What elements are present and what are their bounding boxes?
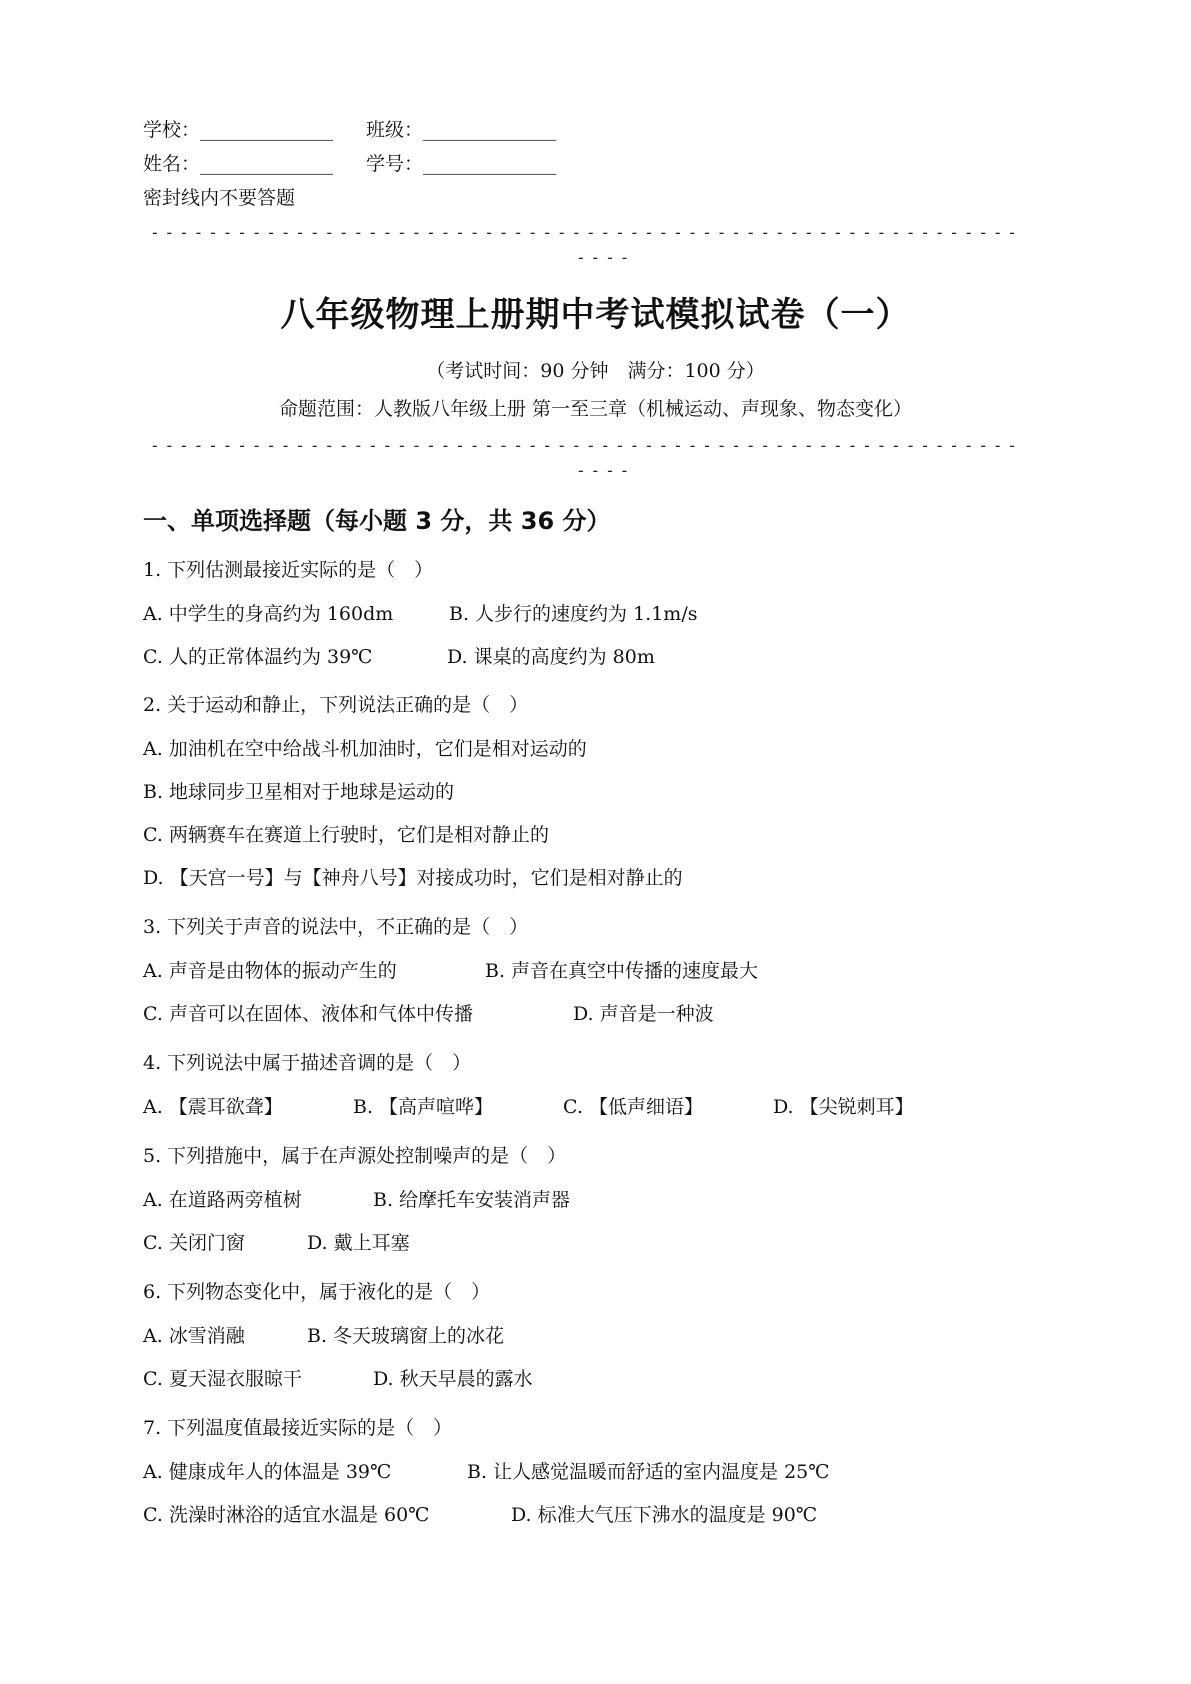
option[interactable]: D. 【天宫一号】与【神舟八号】对接成功时，它们是相对静止的 xyxy=(143,867,683,889)
option-line xyxy=(143,1323,504,1349)
option[interactable]: C. 人的正常体温约为 39℃ xyxy=(143,646,373,668)
option[interactable]: C. 夏天湿衣服晾干 xyxy=(143,1368,302,1390)
question-stem: 6. 下列物态变化中，属于液化的是（ ） xyxy=(143,1281,491,1303)
option[interactable]: B. 地球同步卫星相对于地球是运动的 xyxy=(143,781,455,803)
option[interactable]: D. 课桌的高度约为 80m xyxy=(447,646,655,668)
option[interactable]: C. 关闭门窗 xyxy=(143,1232,245,1254)
option[interactable]: C. 两辆赛车在赛道上行驶时，它们是相对静止的 xyxy=(143,824,549,846)
option[interactable]: D. 秋天早晨的露水 xyxy=(373,1368,533,1390)
class-blank[interactable]: ______________ xyxy=(423,119,557,141)
question-stem: 4. 下列说法中属于描述音调的是（ ） xyxy=(143,1052,472,1074)
option-line xyxy=(143,601,697,627)
name-blank[interactable]: ______________ xyxy=(200,153,334,175)
option[interactable]: A. 中学生的身高约为 160dm xyxy=(143,603,394,625)
class-field[interactable] xyxy=(366,117,556,143)
option[interactable]: A. 在道路两旁植树 xyxy=(143,1189,302,1211)
option-line xyxy=(143,958,758,984)
option-line xyxy=(143,1459,830,1485)
question-stem: 3. 下列关于声音的说法中，不正确的是（ ） xyxy=(143,916,529,938)
option[interactable]: D. 标准大气压下沸水的温度是 90℃ xyxy=(511,1504,818,1526)
exam-title: 八年级物理上册期中考试模拟试卷（一） xyxy=(280,295,911,335)
seal-line-top-tail: ---- xyxy=(576,248,635,267)
seal-line-top: ------------------------------------------------------------ xyxy=(150,223,1022,242)
option[interactable]: A. 【震耳欲聋】 xyxy=(143,1096,283,1118)
option[interactable]: A. 加油机在空中给战斗机加油时，它们是相对运动的 xyxy=(143,738,587,760)
option[interactable]: A. 冰雪消融 xyxy=(143,1325,245,1347)
section-heading: 一、单项选择题（每小题 3 分，共 36 分） xyxy=(143,507,611,535)
option[interactable]: C. 【低声细语】 xyxy=(563,1096,703,1118)
option[interactable]: C. 声音可以在固体、液体和气体中传播 xyxy=(143,1003,473,1025)
option[interactable]: D. 【尖锐刺耳】 xyxy=(773,1096,914,1118)
option[interactable]: B. 声音在真空中传播的速度最大 xyxy=(485,960,759,982)
option[interactable]: B. 让人感觉温暖而舒适的室内温度是 25℃ xyxy=(467,1461,830,1483)
option-line xyxy=(143,1094,914,1120)
divider-line: ------------------------------------------------------------ xyxy=(150,436,1022,455)
option[interactable]: D. 戴上耳塞 xyxy=(307,1232,410,1254)
question-stem: 1. 下列估测最接近实际的是（ ） xyxy=(143,559,434,581)
class-label: 班级： xyxy=(366,119,424,141)
school-label: 学校： xyxy=(143,119,201,141)
divider-line-tail: ---- xyxy=(576,461,635,480)
name-field[interactable] xyxy=(143,151,333,177)
question-stem: 5. 下列措施中，属于在声源处控制噪声的是（ ） xyxy=(143,1145,567,1167)
option[interactable]: B. 【高声喧哗】 xyxy=(353,1096,494,1118)
option[interactable]: B. 给摩托车安装消声器 xyxy=(373,1189,571,1211)
option-line xyxy=(143,1230,410,1256)
option[interactable]: D. 声音是一种波 xyxy=(573,1003,714,1025)
question-stem: 7. 下列温度值最接近实际的是（ ） xyxy=(143,1417,453,1439)
option[interactable]: A. 声音是由物体的振动产生的 xyxy=(143,960,397,982)
question-stem: 2. 关于运动和静止，下列说法正确的是（ ） xyxy=(143,694,529,716)
option[interactable]: C. 洗澡时淋浴的适宜水温是 60℃ xyxy=(143,1504,430,1526)
school-field[interactable] xyxy=(143,117,333,143)
number-field[interactable] xyxy=(366,151,556,177)
option-line xyxy=(143,644,655,670)
seal-notice: 密封线内不要答题 xyxy=(143,187,296,209)
option-line xyxy=(143,1001,714,1027)
option[interactable]: B. 人步行的速度约为 1.1m/s xyxy=(449,603,698,625)
header-row-1 xyxy=(143,117,557,143)
exam-scope: 命题范围：人教版八年级上册 第一至三章（机械运动、声现象、物态变化） xyxy=(278,398,913,420)
option-line xyxy=(143,1366,533,1392)
school-blank[interactable]: ______________ xyxy=(200,119,334,141)
option-line xyxy=(143,1502,817,1528)
exam-time-info: （考试时间：90 分钟 满分：100 分） xyxy=(426,360,765,382)
name-label: 姓名： xyxy=(143,153,201,175)
option-line xyxy=(143,1187,570,1213)
option[interactable]: B. 冬天玻璃窗上的冰花 xyxy=(307,1325,505,1347)
header-row-2 xyxy=(143,151,557,177)
number-blank[interactable]: ______________ xyxy=(423,153,557,175)
option[interactable]: A. 健康成年人的体温是 39℃ xyxy=(143,1461,392,1483)
number-label: 学号： xyxy=(366,153,424,175)
